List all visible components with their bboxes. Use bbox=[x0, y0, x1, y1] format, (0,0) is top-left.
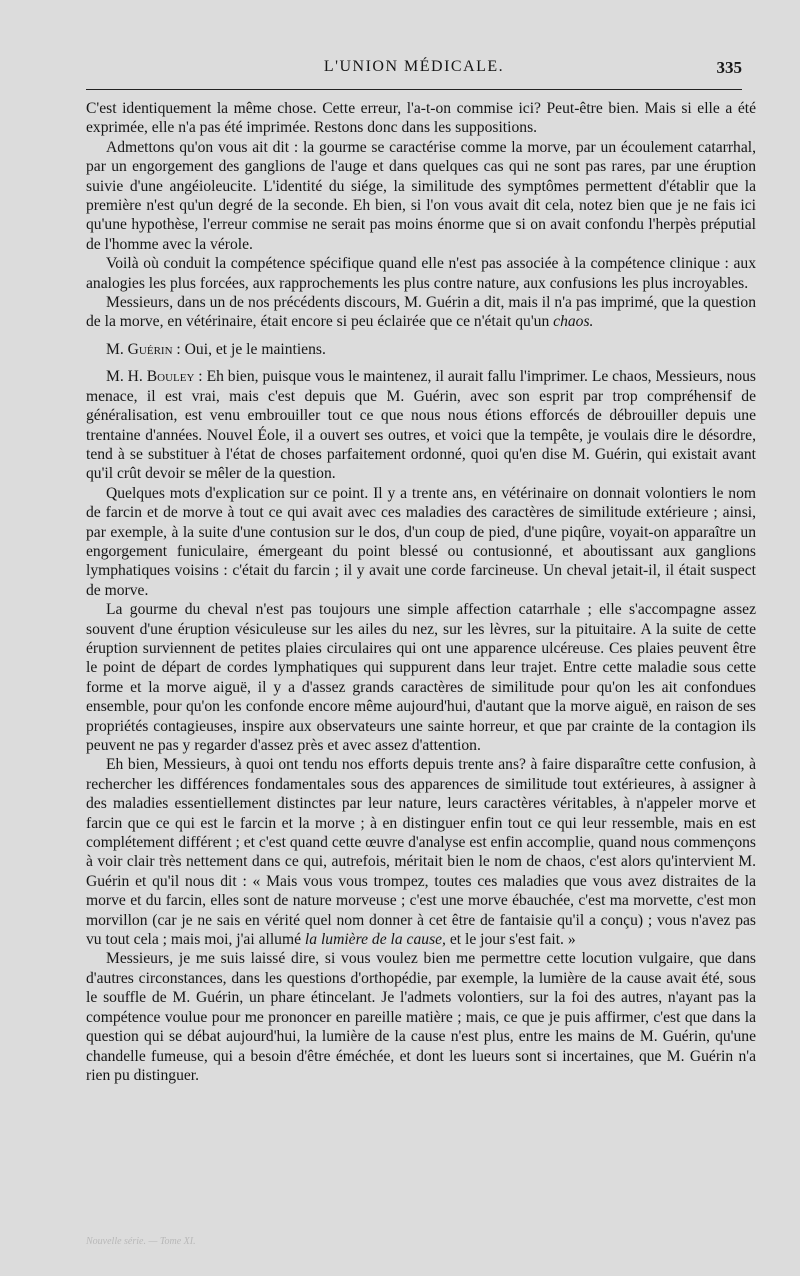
paragraph-1: C'est identiquement la même chose. Cette erreur, l'a-t-on commise ici? Peut-être bien. Mais si elle a été exprimée, elle n'a pas été imprimée. Restons donc dans les suppositions. bbox=[86, 100, 756, 137]
running-title: L'UNION MÉDICALE. bbox=[323, 58, 505, 75]
speaker-label: M. H. Bouley : bbox=[106, 368, 203, 386]
speaker-label: M. Guérin : bbox=[106, 340, 181, 358]
paragraph-guerin: M. Guérin : Oui, et je le maintiens. bbox=[106, 340, 326, 358]
paragraph-10: Messieurs, je me suis laissé dire, si vous voulez bien me permettre cette locution vulgaire, que dans d'autres circonstances, dans les questions d'orthopédie, par exemple, la lumière de la cause avait été, sous le souffle de M. Guérin, un phare étincelant. Je l'admets volontiers, sur la foi des autres, n'ayant pas la compétence voulue pour me prononcer en pareille matière ; mais, ce que je puis affirmer, c'est que dans la question qui se débat aujourd'hui, la lumière de la cause n'est plus, entre les mains de M. Guérin, qu'une chandelle fumeuse, qui a besoin d'être éméchée, et dont les lueurs sont si incertaines, que M. Guérin n'a rien pu distinguer. bbox=[86, 950, 756, 1084]
page-header bbox=[86, 58, 742, 82]
italic-word-chaos: chaos. bbox=[553, 313, 594, 331]
article-body bbox=[86, 99, 756, 1085]
paragraph-4: Messieurs, dans un de nos précédents discours, M. Guérin a dit, mais il n'a pas imprimé, que la question de la morve, en vétérinaire, était encore si peu éclairée que ce n'était qu'un chaos. bbox=[86, 294, 756, 331]
paragraph-9: Eh bien, Messieurs, à quoi ont tendu nos efforts depuis trente ans? à faire disparaître cette confusion, à rechercher les différences fondamentales sous des apparences de similitude tout extérieures, à assigner à des maladies essentiellement distinctes par leur nature, leurs caractères véritables, à n'appeler morve et farcin que ce qui est le farcin et la morve ; à en distinguer enfin tout ce qui leur ressemble, mais en est complétement différent ; et c'est quand cette œuvre d'analyse est enfin accomplie, quand nous commençons à voir clair très nettement dans ce qui, autrefois, méritait bien le nom de chaos, c'est alors qu'intervient M. Guérin et qu'il nous dit : « Mais vous vous trompez, toutes ces maladies que vous avez distraites de la morve et du farcin, elles sont de nature morveuse ; c'est une morve ébauchée, c'est ma morvette, c'est mon morvillon (car je ne sais en vérité quel nom donner à cet être de fantaisie qu'il a conçu) ; vous n'avez pas vu tout cela ; mais moi, j'ai allumé la lumière de la cause, et le jour s'est fait. » bbox=[86, 756, 756, 949]
page-footer: Nouvelle série. — Tome XI. bbox=[86, 1236, 196, 1247]
paragraph-8: La gourme du cheval n'est pas toujours une simple affection catarrhale ; elle s'accompagne assez souvent d'une éruption vésiculeuse sur les ailes du nez, sur les lèvres, sur la pituitaire. A la suite de cette éruption surviennent de petites plaies circulaires qui ont une apparence ulcéreuse. Ces plaies peuvent être le point de départ de cordes lymphatiques qui suppurent dans leur trajet. Entre cette maladie sous cette forme et la morve aiguë, il y a d'assez grands caractères de similitude pour qu'on les ait confondues ensemble, pour qu'on les confonde encore même aujourd'hui, d'autant que la morve aiguë, en raison de ses propriétés contagieuses, inspire aux observateurs une sainte horreur, et que par crainte de la contagion ils peuvent ne pas y regarder d'assez près et avec assez d'attention. bbox=[86, 601, 756, 754]
paragraph-bouley: M. H. Bouley : Eh bien, puisque vous le maintenez, il aurait fallu l'imprimer. Le chaos, Messieurs, nous menace, il est vrai, mais c'est depuis que M. Guérin, avec son esprit par trop compréhensif de généralisation, est venu embrouiller tout ce que nous nous étions efforcés de débrouiller depuis une trentaine d'années. Nouvel Éole, il a ouvert ses outres, et voici que la tempête, je voulais dire le désordre, tend à se substituer à l'état de choses parfaitement ordonné, quoi qu'en dise M. Guérin, qui existait avant qu'il crût devoir se mêler de la question. bbox=[86, 368, 756, 483]
page-number: 335 bbox=[716, 58, 742, 77]
header-rule bbox=[86, 89, 742, 90]
paragraph-2: Admettons qu'on vous ait dit : la gourme se caractérise comme la morve, par un écoulement catarrhal, par un engorgement des ganglions de l'auge et dans quelques cas qui ne sont pas rares, par une éruption suivie d'une angéioleucite. L'identité du siége, la similitude des symptômes permettent d'établir que la première n'est qu'un degré de la seconde. Eh bien, si l'on vous avait dit cela, notez bien que je ne fais ici qu'une hypothèse, l'erreur commise ne serait pas moins énorme que si on avait confondu l'herpès préputial de l'homme avec la vérole. bbox=[86, 138, 756, 253]
italic-phrase: la lumière de la cause, bbox=[304, 931, 446, 949]
paragraph-7: Quelques mots d'explication sur ce point. Il y a trente ans, en vétérinaire on donnait volontiers le nom de farcin et de morve à tout ce qui avait avec ces maladies des caractères de similitude extérieure ; ainsi, par exemple, à la suite d'une contusion sur le dos, d'un coup de pied, d'une piqûre, voyait-on apparaître un engorgement funiculaire, émergeant du point blessé ou contusionné, et aboutissant aux ganglions lymphatiques voisins : c'était du farcin ; il y avait une corde farcineuse. Un cheval jetait-il, il était suspect de morve. bbox=[86, 484, 756, 599]
paragraph-3: Voilà où conduit la compétence spécifique quand elle n'est pas associée à la compétence clinique : aux analogies les plus forcées, aux rapprochements les plus contre nature, aux confusions les plus incroyables. bbox=[86, 255, 756, 292]
